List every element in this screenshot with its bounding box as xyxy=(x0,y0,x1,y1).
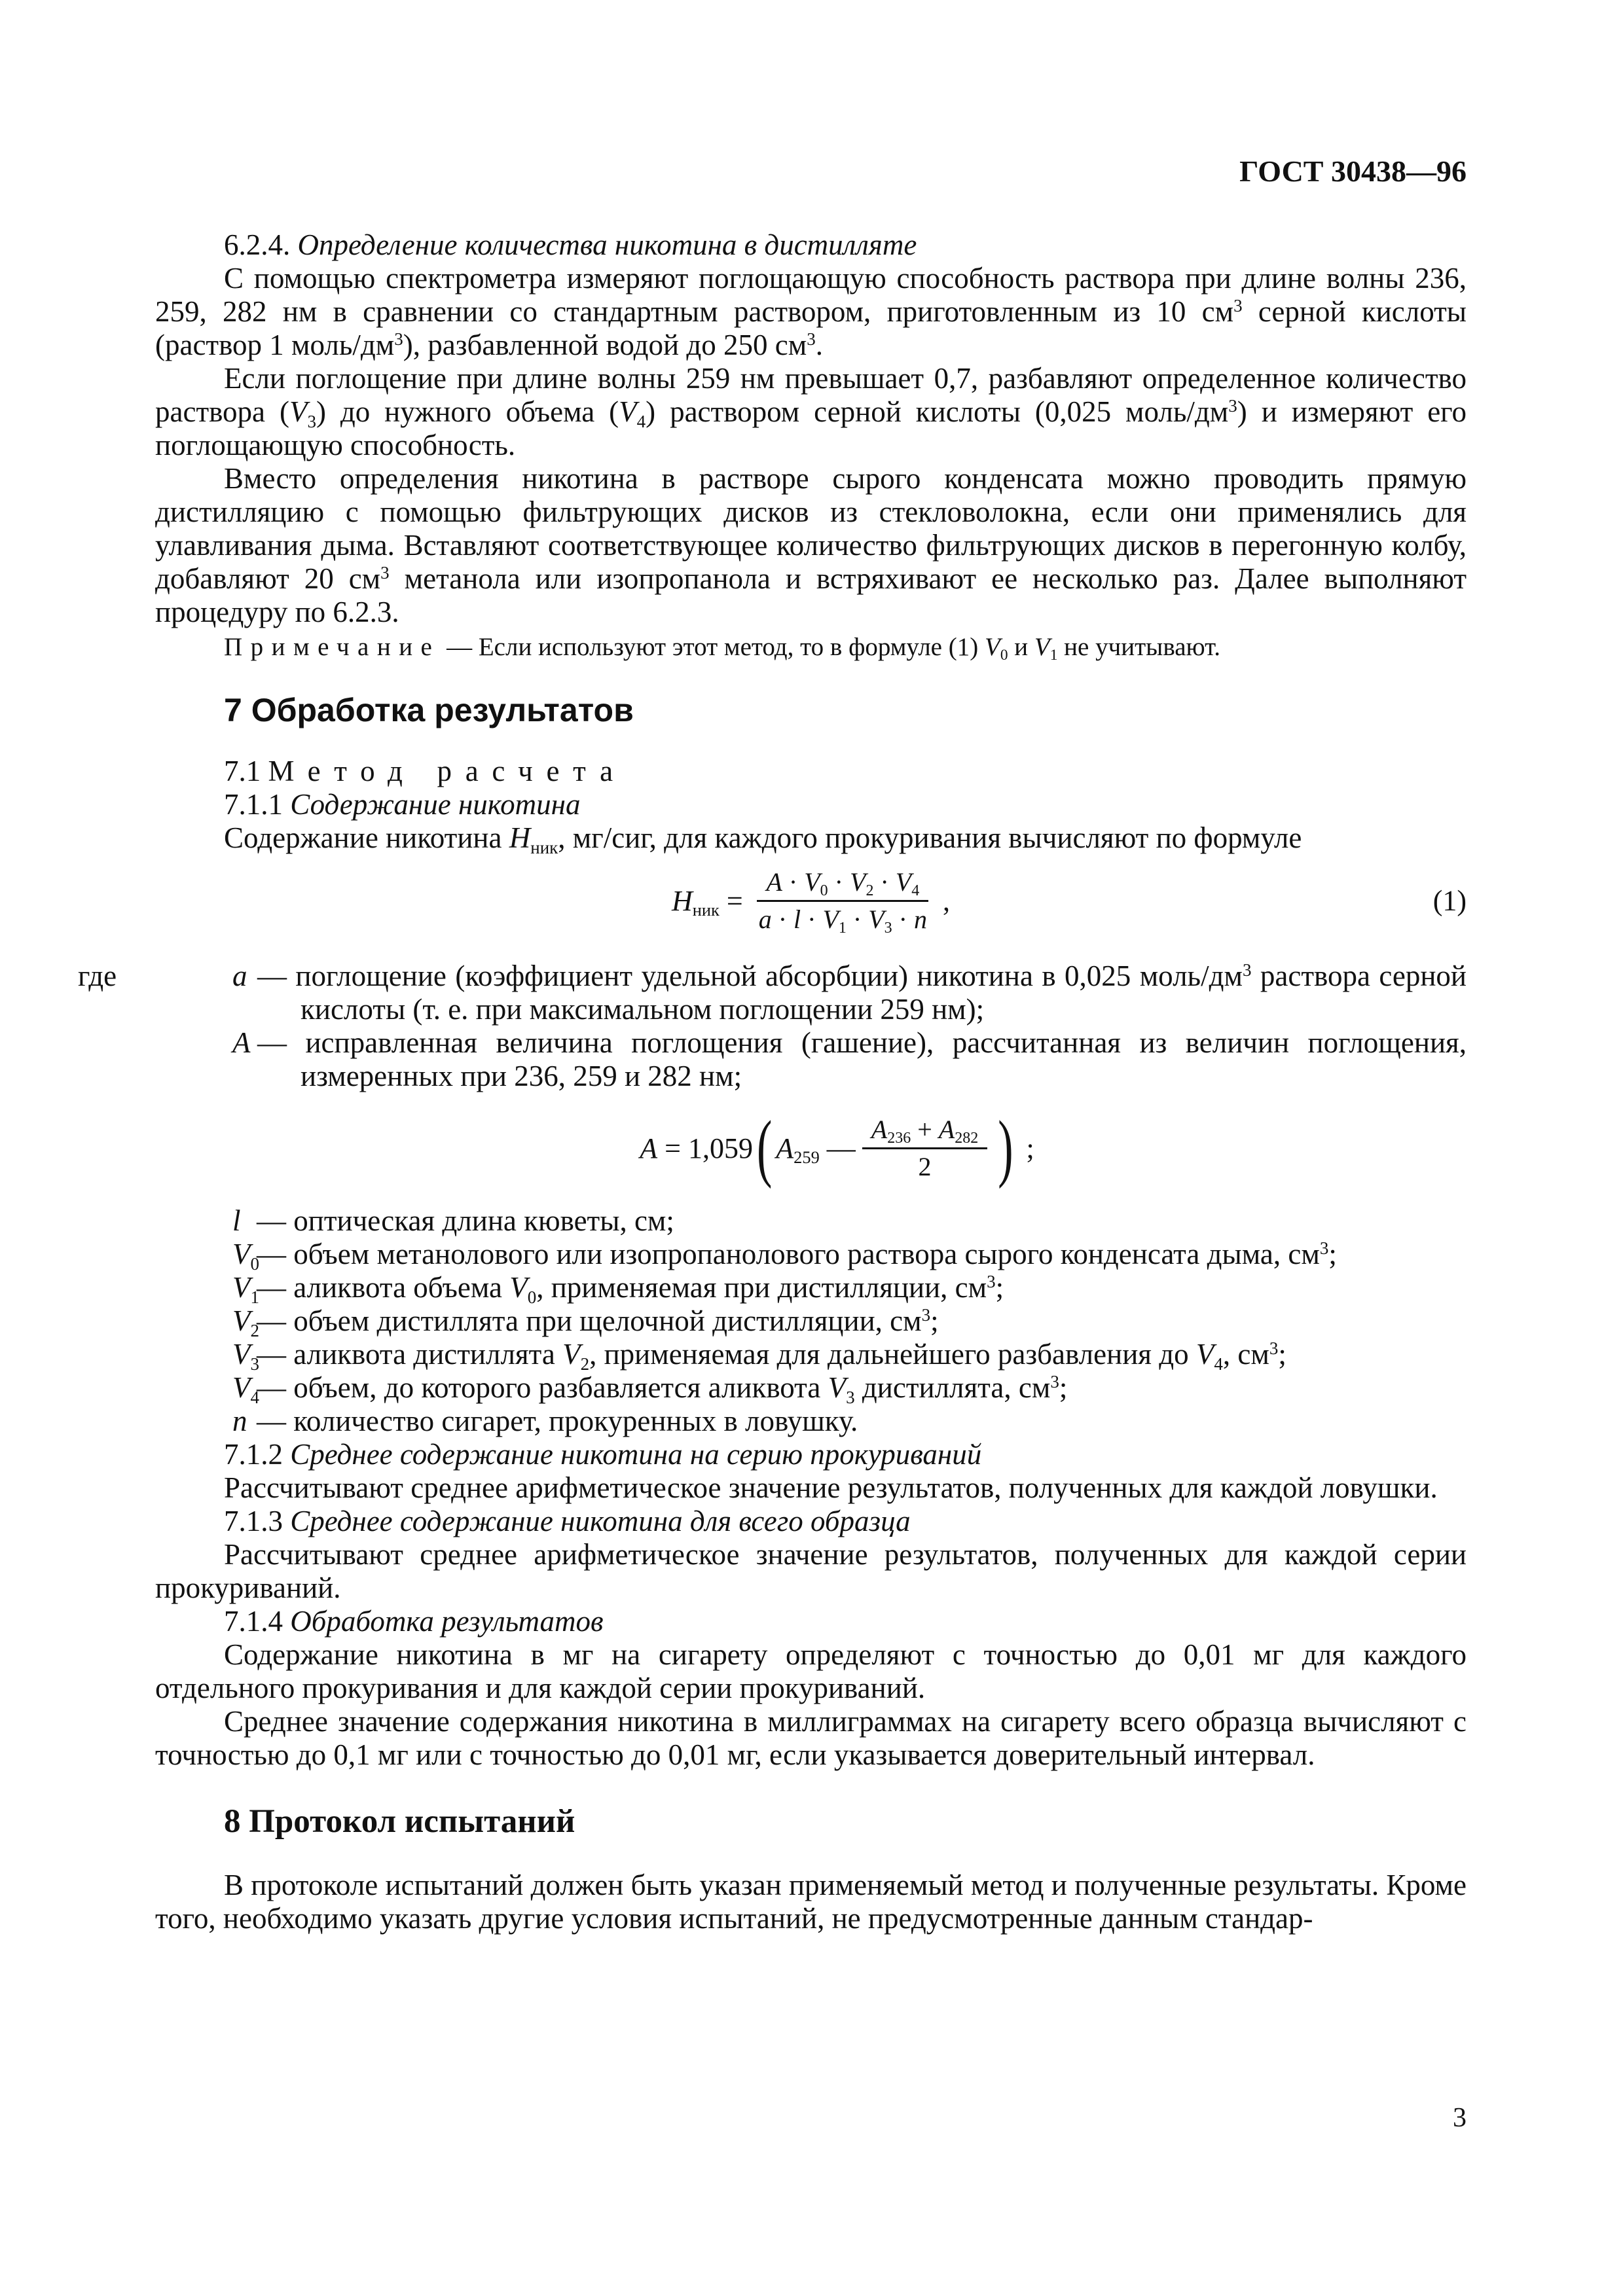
italic-symbol: A xyxy=(640,1132,658,1164)
paragraph-dilution xyxy=(155,362,1467,462)
italic-symbol: V xyxy=(1034,633,1050,661)
subsection-6-2-4-heading xyxy=(155,228,1467,262)
definition-row xyxy=(155,1026,1467,1093)
subscript: 4 xyxy=(250,1387,259,1407)
subscript: 0 xyxy=(527,1287,537,1307)
subscript: 3 xyxy=(846,1387,855,1407)
italic-symbol: V xyxy=(232,1338,251,1371)
text-run: ; xyxy=(1278,1338,1286,1371)
italic-symbol: V xyxy=(562,1338,581,1371)
paragraph-spectrometer xyxy=(155,262,1467,362)
fraction-numerator xyxy=(862,1113,987,1149)
italic-symbol: A xyxy=(232,1026,251,1059)
text-run: метанола или изопропанола и встряхивают ее несколько раз. Далее выполняют процедуру по 6.2.3. xyxy=(155,562,1467,628)
subsection-number: 7.1.2 xyxy=(224,1438,291,1471)
paragraph-precision-sample: Среднее значение содержания никотина в миллиграммах на сигарету всего образца вычисляют с точностью до 0,1 мг или с точностью до 0,01 мг, если указывается доверительный интервал. xyxy=(155,1705,1467,1771)
text-run: . xyxy=(815,329,823,361)
subsection-number: 7.1.1 xyxy=(224,788,291,821)
variable-symbol xyxy=(232,1338,259,1374)
superscript: 3 xyxy=(987,1272,996,1292)
italic-symbol: n xyxy=(914,904,927,934)
text-run: · xyxy=(828,867,850,897)
fraction-denominator xyxy=(750,902,936,936)
subscript: 1 xyxy=(838,920,847,937)
subsection-title: Среднее содержание никотина на серию прокуриваний xyxy=(290,1438,982,1471)
subscript: 2 xyxy=(580,1354,590,1374)
text-run: ; xyxy=(930,1304,939,1337)
text-run: Вместо определения никотина в растворе сырого конденсата можно проводить прямую дистилляцию с помощью фильтрующих дисков из стекловолокна, если они применялись для улавливания дыма. Вставляют соответствующее количество фильтрующих дисков в перегонную колбу, добавляют 20 см xyxy=(155,462,1467,595)
text-run: = xyxy=(719,884,743,917)
text-run: Содержание никотина xyxy=(224,821,509,854)
text-run: ; xyxy=(1059,1371,1068,1404)
subscript: 0 xyxy=(1000,647,1008,664)
text-run: , применяемая при дистилляции, см xyxy=(536,1271,987,1304)
subsection-number: 6.2.4. xyxy=(224,228,298,261)
formula-lhs xyxy=(672,884,743,918)
text-run: — поглощение (коэффициент удельной абсорбции) никотина в 0,025 моль/дм xyxy=(257,960,1243,992)
where-definitions xyxy=(78,960,1467,1093)
subscript: 1 xyxy=(1049,647,1058,664)
superscript: 3 xyxy=(1319,1238,1329,1259)
italic-symbol: V xyxy=(232,1371,251,1404)
page-number: 3 xyxy=(1453,2103,1467,2133)
subscript: ник xyxy=(692,899,720,920)
equation-number: (1) xyxy=(1432,884,1467,917)
italic-symbol: l xyxy=(793,904,801,934)
standard-code-header: ГОСТ 30438—96 xyxy=(1239,154,1467,188)
definition-text xyxy=(257,960,1467,1026)
variable-symbol xyxy=(232,1238,259,1274)
close-parenthesis: ) xyxy=(998,1106,1013,1190)
italic-symbol: V xyxy=(232,1238,251,1270)
text-run: ) раствором серной кислоты (0,025 моль/дм xyxy=(646,395,1229,428)
variable-text xyxy=(257,1238,1337,1270)
subsection-7-1-2-heading xyxy=(155,1438,1467,1471)
subsection-7-1-heading xyxy=(155,755,1467,788)
definition-symbol xyxy=(232,1026,251,1060)
formula-inner xyxy=(776,1132,855,1165)
subscript: 3 xyxy=(250,1354,259,1374)
variable-row xyxy=(155,1238,1467,1274)
text-run: · xyxy=(873,867,896,897)
formula-tail: , xyxy=(943,884,950,917)
section-7-heading: 7 Обработка результатов xyxy=(224,692,634,728)
superscript: 3 xyxy=(1228,396,1237,416)
italic-symbol: H xyxy=(672,884,693,917)
text-run: и xyxy=(1008,633,1034,661)
note-text xyxy=(440,633,1221,664)
variable-symbol xyxy=(232,1304,259,1338)
subsection-7-1-1-heading xyxy=(155,788,1467,821)
text-run: ; xyxy=(995,1271,1004,1304)
superscript: 3 xyxy=(807,329,816,350)
variable-row xyxy=(155,1338,1467,1374)
text-run: — исправленная величина поглощения (гашение), рассчитанная из величин поглощения, измеренных при 236, 259 и 282 нм; xyxy=(257,1026,1467,1092)
subsection-title: Метод расчета xyxy=(268,755,627,787)
text-run: — объем, до которого разбавляется аликвота xyxy=(257,1371,828,1404)
subscript: 4 xyxy=(636,411,646,431)
formula-2 xyxy=(155,1107,1467,1189)
text-run: не учитывают. xyxy=(1057,633,1221,661)
fraction-numerator xyxy=(757,866,928,902)
variable-definitions xyxy=(155,1204,1467,1438)
text-run: , см xyxy=(1222,1338,1269,1371)
paragraph-precision-per-cigarette: Содержание никотина в мг на сигарету определяют с точностью до 0,01 мг для каждого отдельного прокуривания и для каждой серии прокуриваний. xyxy=(155,1638,1467,1704)
variable-text xyxy=(257,1371,1068,1407)
italic-symbol: V xyxy=(822,904,839,934)
superscript: 3 xyxy=(1233,296,1243,316)
subsection-number: 7.1.3 xyxy=(224,1505,291,1537)
text-run: = 1,059 xyxy=(657,1132,753,1164)
text-run: — xyxy=(819,1132,856,1164)
formula-1 xyxy=(155,864,1467,937)
variable-symbol xyxy=(232,1405,247,1438)
text-run: + xyxy=(911,1114,939,1144)
variable-symbol xyxy=(232,1371,259,1405)
text-run: раствора серной кислоты (т. е. при максимальном поглощении 259 нм); xyxy=(301,960,1467,1026)
italic-symbol: V xyxy=(868,904,884,934)
italic-symbol: V xyxy=(619,395,637,428)
text-run: ) до нужного объема ( xyxy=(316,395,619,428)
subsection-title: Обработка результатов xyxy=(290,1605,604,1638)
italic-symbol: V xyxy=(1195,1338,1214,1371)
note-label: Примечание xyxy=(224,633,441,661)
italic-symbol: V xyxy=(804,867,820,897)
subscript: 236 xyxy=(887,1130,911,1147)
open-parenthesis: ( xyxy=(756,1106,773,1190)
italic-symbol: V xyxy=(232,1271,251,1304)
text-run: — количество сигарет, прокуренных в ловушку. xyxy=(257,1405,858,1437)
paragraph-direct-distillation xyxy=(155,462,1467,629)
italic-symbol: a xyxy=(758,904,772,934)
superscript: 3 xyxy=(1050,1372,1059,1392)
variable-text xyxy=(257,1204,674,1237)
variable-row xyxy=(155,1271,1467,1307)
formula-fraction xyxy=(750,866,936,936)
superscript: 3 xyxy=(394,329,403,350)
italic-symbol: A xyxy=(938,1114,955,1144)
text-run: дистиллята, см xyxy=(854,1371,1051,1404)
variable-row xyxy=(155,1371,1467,1405)
subscript: ник xyxy=(530,837,558,857)
subsection-title: Содержание никотина xyxy=(290,788,581,821)
text-run: · xyxy=(771,904,794,934)
variable-row xyxy=(155,1304,1467,1338)
subsection-number: 7.1.4 xyxy=(224,1605,291,1638)
definition-symbol xyxy=(232,960,247,993)
paragraph-series-average: Рассчитывают среднее арифметическое значение результатов, полученных для каждой ловушки. xyxy=(224,1471,1438,1504)
subscript: 1 xyxy=(250,1287,259,1307)
variable-symbol xyxy=(232,1271,259,1307)
note xyxy=(155,632,1467,663)
text-run: ), разбавленной водой до 250 см xyxy=(403,329,807,361)
italic-symbol: V xyxy=(828,1371,847,1404)
subsection-title: Среднее содержание никотина для всего образца xyxy=(290,1505,911,1537)
paragraph-nicotine-formula-intro xyxy=(155,821,1467,855)
variable-text xyxy=(257,1304,939,1337)
variable-row xyxy=(155,1405,1467,1438)
text-run: · xyxy=(801,904,823,934)
variable-row xyxy=(155,1204,1467,1238)
italic-symbol: a xyxy=(232,960,247,992)
text-run: — объем метанолового или изопропанолового раствора сырого конденсата дыма, см xyxy=(257,1238,1320,1270)
superscript: 3 xyxy=(1269,1338,1279,1359)
definition-text xyxy=(257,1026,1467,1092)
text-run: — оптическая длина кюветы, см; xyxy=(257,1204,674,1237)
subscript: 3 xyxy=(884,920,892,937)
italic-symbol: A xyxy=(776,1132,794,1164)
subsection-title: Определение количества никотина в дистилляте xyxy=(297,228,917,261)
text-run: , мг/сиг, для каждого прокуривания вычисляют по формуле xyxy=(558,821,1302,854)
italic-symbol: V xyxy=(984,633,1000,661)
text-run: — аликвота объема xyxy=(257,1271,510,1304)
formula-tail: ; xyxy=(1026,1132,1034,1164)
subscript: 259 xyxy=(793,1147,820,1167)
superscript: 3 xyxy=(921,1305,931,1325)
italic-symbol: A xyxy=(766,867,782,897)
subsection-7-1-4-heading xyxy=(155,1605,1467,1638)
italic-symbol: V xyxy=(232,1304,251,1337)
where-word: где xyxy=(78,960,117,992)
formula-lhs xyxy=(640,1132,753,1165)
italic-symbol: V xyxy=(850,867,866,897)
italic-symbol: l xyxy=(232,1204,241,1237)
subscript: 0 xyxy=(250,1253,259,1274)
subscript: 4 xyxy=(1214,1354,1223,1374)
section-8-heading: 8 Протокол испытаний xyxy=(224,1803,575,1840)
text-run: — аликвота дистиллята xyxy=(257,1338,563,1371)
subscript: 4 xyxy=(911,882,920,900)
text-run: С помощью спектрометра измеряют поглощающую способность раствора при длине волны 236, 259, 282 нм в сравнении со стандартным раствором, приготовленным из 10 см xyxy=(155,262,1467,328)
paragraph-test-report: В протоколе испытаний должен быть указан применяемый метод и полученные результаты. Кроме того, необходимо указать другие условия испытаний, не предусмотренные данным стандар- xyxy=(155,1869,1467,1935)
variable-symbol xyxy=(232,1204,241,1238)
fraction-denominator: 2 xyxy=(918,1151,932,1181)
italic-symbol: V xyxy=(509,1271,528,1304)
subsection-number: 7.1 xyxy=(224,755,268,787)
paragraph-sample-average: Рассчитывают среднее арифметическое значение результатов, полученных для каждой серии прокуриваний. xyxy=(155,1538,1467,1604)
subscript: 2 xyxy=(866,882,874,900)
italic-symbol: V xyxy=(289,395,308,428)
variable-text xyxy=(257,1271,1004,1307)
subscript: 3 xyxy=(307,411,316,431)
text-run: серной кислоты (раствор 1 моль/дм xyxy=(155,295,1467,361)
text-run: · xyxy=(782,867,805,897)
formula-fraction xyxy=(862,1113,987,1183)
subscript: 2 xyxy=(250,1320,259,1340)
text-run: · xyxy=(892,904,914,934)
text-run: Если поглощение при длине волны 259 нм превышает 0,7, разбавляют определенное количество раствора ( xyxy=(155,362,1467,428)
italic-symbol: A xyxy=(871,1114,888,1144)
subscript: 0 xyxy=(820,882,828,900)
variable-text xyxy=(257,1405,858,1437)
text-run: — объем дистиллята при щелочной дистилляции, см xyxy=(257,1304,922,1337)
definition-row xyxy=(78,960,1467,1026)
italic-symbol: n xyxy=(232,1405,247,1437)
text-run: — Если используют этот метод, то в формуле (1) xyxy=(440,633,985,661)
text-run: · xyxy=(846,904,869,934)
italic-symbol: V xyxy=(895,867,912,897)
superscript: 3 xyxy=(1242,960,1252,980)
text-run: , применяемая для дальнейшего разбавления до xyxy=(589,1338,1196,1371)
document-page xyxy=(78,154,1467,1935)
subscript: 282 xyxy=(955,1130,979,1147)
variable-text xyxy=(257,1338,1286,1374)
italic-symbol: H xyxy=(509,821,531,854)
text-run: ) и измеряют его поглощающую способность. xyxy=(155,395,1467,461)
subsection-7-1-3-heading xyxy=(155,1505,1467,1538)
superscript: 3 xyxy=(380,563,390,583)
text-run: ; xyxy=(1328,1238,1337,1270)
